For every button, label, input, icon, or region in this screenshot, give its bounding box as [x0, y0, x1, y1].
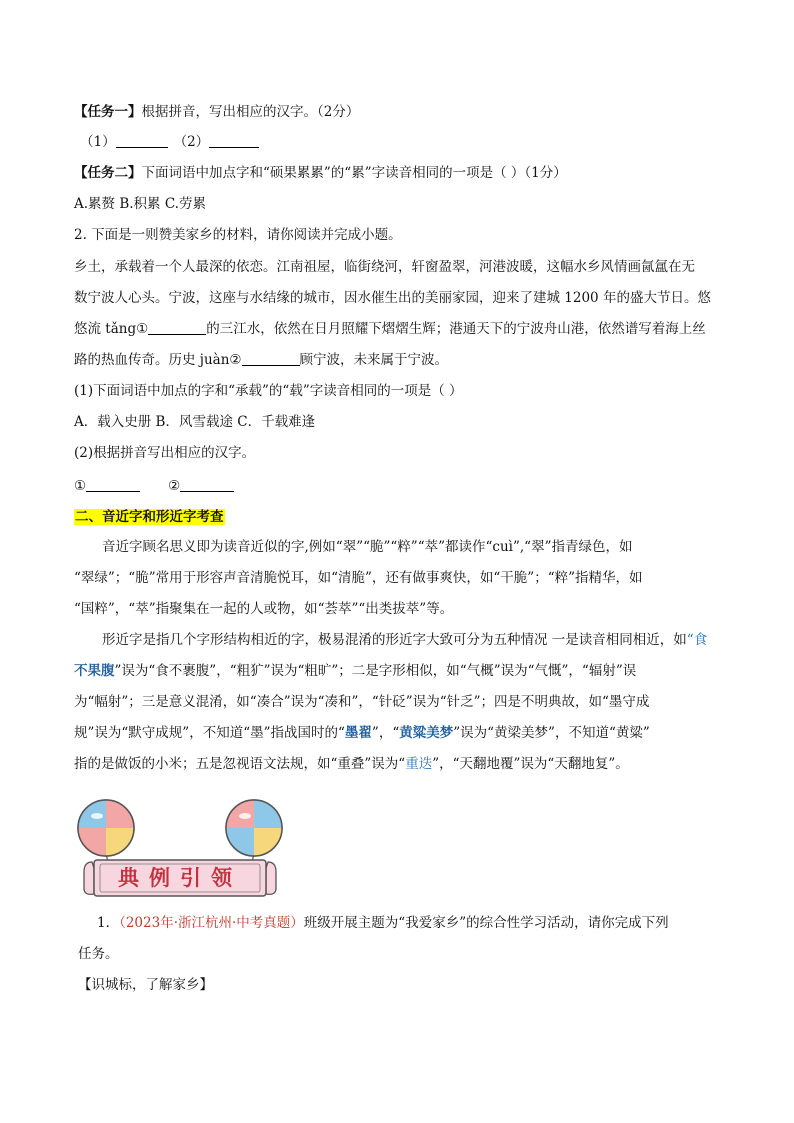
para2-term-shi: “食	[686, 632, 708, 648]
para2-line-1-text: 形近字是指几个字形结构相近的字，极易混淆的形近字大致可分为五种情况 一是读音相同相近，如	[102, 632, 687, 648]
q2-passage-line-4	[74, 350, 448, 370]
q2-passage-line-1: 乡土，承载着一个人最深的依恋。江南祖屋，临街绕河，轩窗盈翠，河港波暖，这幅水乡风情画氤氲在无	[74, 259, 695, 275]
pinyin-juan: 路的热血传奇。历史 juàn②	[74, 352, 242, 368]
balloon-right-icon	[226, 800, 282, 856]
para2-term-huangliang: 黄粱美梦	[399, 725, 454, 741]
para1-line-2: “翠绿”；“脆”常用于形容声音清脆悦耳，如“清脆”，还有做事爽快，如“干脆”；“粹”指精华，如	[74, 570, 643, 586]
answer-blank-circle-2[interactable]	[180, 477, 234, 492]
para1-line-1: 音近字顾名思义即为读音近似的字,例如“翠”“脆”“粹”“萃”都读作“cuì”,“翠”指青绿色，如	[102, 539, 633, 555]
banner-title: 典例引领	[118, 865, 242, 890]
para2-line-5-c: ”，“天翻地覆”误为“天翻地复”。	[432, 756, 629, 772]
answer-blank-tang[interactable]	[148, 320, 206, 335]
para2-term-chongdie: 重迭	[405, 756, 433, 772]
task2-label: 【任务二】	[74, 165, 142, 181]
paragraph-homophones	[74, 532, 726, 563]
para2-line-2	[74, 656, 726, 687]
q2-sub1: (1)下面词语中加点的字和“承载”的“载”字读音相同的一项是（ ）	[74, 383, 463, 399]
blank-label-circle-1: ①	[74, 478, 87, 494]
para2-line-1	[74, 625, 726, 656]
section-heading-text: 二、音近字和形近字考查	[75, 509, 224, 525]
para2-line-4-c: ”，“	[371, 725, 400, 741]
blank-label-2: （2）	[173, 134, 210, 150]
blank-label-1: （1）	[80, 134, 116, 150]
task1-text: 根据拼音，写出相应的汉字。（2分）	[141, 104, 360, 120]
para2-line-2-text: ”误为“食不裹腹”，“粗犷”误为“粗旷”；二是字形相似，如“气概”误为“气慨”，“辐射”误	[114, 663, 637, 679]
example-question-line-1	[97, 913, 669, 933]
answer-blank-1[interactable]	[116, 133, 168, 148]
para2-line-5	[74, 749, 726, 780]
q2-sub2-blanks	[74, 476, 234, 496]
task1-line	[74, 102, 359, 122]
example-question-line-2: 任务。	[78, 946, 119, 962]
task2-options: A.累赘 B.积累 C.劳累	[74, 196, 206, 212]
q2-passage-line-3-rest: 的三江水，依然在日月照耀下熠熠生辉；港通天下的宁波舟山港，依然谱写着海上丝	[206, 321, 706, 337]
task1-label: 【任务一】	[74, 104, 142, 120]
q2-sub2: (2)根据拼音写出相应的汉字。	[74, 445, 256, 461]
para2-term-buguofu: 不果腹	[74, 663, 115, 679]
example-source: （2023年·浙江杭州·中考真题）	[119, 915, 304, 931]
para2-term-modi: 墨翟	[344, 725, 372, 741]
example-subtask: 【识城标，了解家乡】	[78, 977, 213, 993]
para2-line-4-a: 规”误为“默守成规”，不知道“墨”指战国时的“	[74, 725, 345, 741]
pinyin-tang: 悠流 tǎng①	[74, 321, 149, 337]
task1-blanks	[80, 132, 259, 152]
blank-label-circle-2: ②	[168, 478, 181, 494]
answer-blank-juan[interactable]	[242, 351, 300, 366]
example-number: 1．	[97, 915, 120, 931]
para1-line-3: “国粹”，“萃”指聚集在一起的人或物，如“荟萃”“出类拔萃”等。	[74, 601, 454, 617]
task2-text: 下面词语中加点字和“硕果累累”的“累”字读音相同的一项是（ ）（1分）	[141, 165, 567, 181]
q2-passage-line-2: 数宁波人心头。宁波，这座与水结缘的城市，因水催生出的美丽家园，迎来了建城 1200 年的盛大节日。悠	[74, 290, 711, 306]
answer-blank-2[interactable]	[209, 133, 259, 148]
task2-line	[74, 163, 567, 183]
q2-intro: 2. 下面是一则赞美家乡的材料，请你阅读并完成小题。	[74, 227, 402, 243]
para2-line-5-a: 指的是做饭的小米；五是忽视语文法规，如“重叠”误为“	[74, 756, 406, 772]
q2-sub1-options: A．载入史册 B．风雪载途 C．千载难逢	[74, 414, 316, 430]
para2-line-4-e: ”误为“黄梁美梦”，不知道“黄粱”	[453, 725, 650, 741]
q2-passage-line-3	[74, 319, 706, 339]
answer-blank-circle-1[interactable]	[86, 477, 140, 492]
section-heading	[74, 507, 225, 527]
para2-line-4	[74, 718, 726, 749]
para2-line-3: 为“幅射”；三是意义混淆，如“凑合”误为“凑和”，“针砭”误为“针乏”；四是不明典故，如“墨守成	[74, 694, 650, 710]
balloon-left-icon	[78, 800, 134, 856]
example-text: 班级开展主题为“我爱家乡”的综合性学习活动，请你完成下列	[303, 915, 669, 931]
q2-passage-line-4-rest: 顾宁波，未来属于宁波。	[299, 352, 449, 368]
example-banner	[70, 788, 298, 900]
